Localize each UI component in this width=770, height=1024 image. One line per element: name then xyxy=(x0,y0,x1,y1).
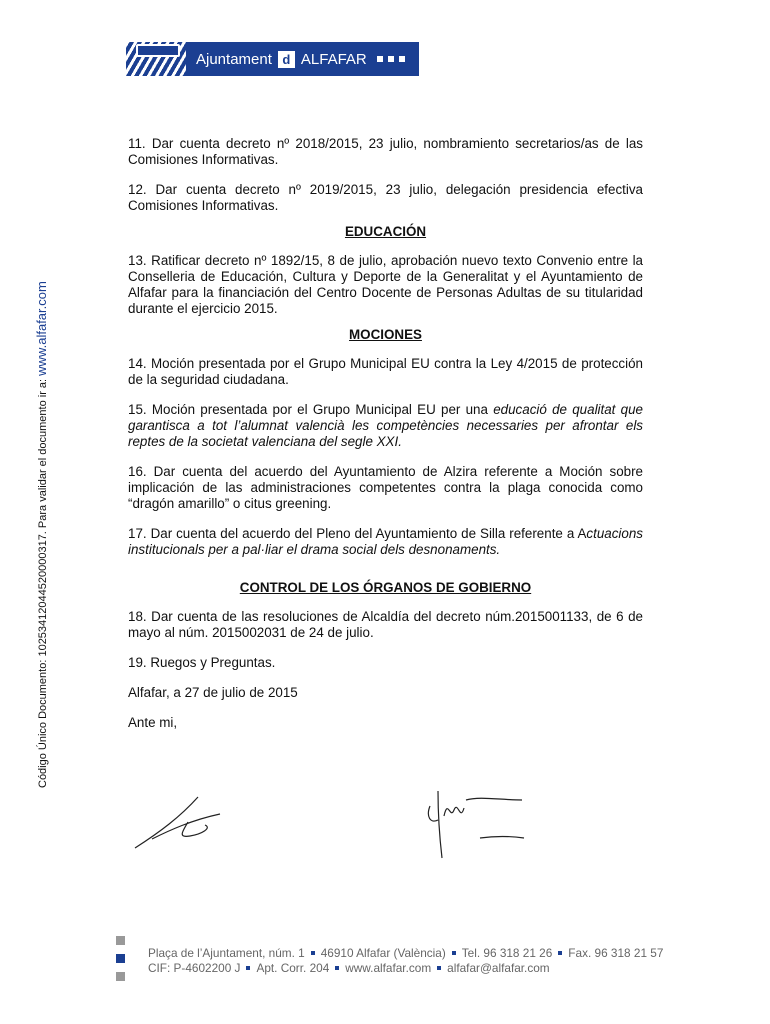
validation-side-label xyxy=(34,281,49,788)
section-heading-control: CONTROL DE LOS ÓRGANOS DE GOBIERNO xyxy=(239,580,532,595)
footer-square-icon xyxy=(116,972,125,981)
footer-squares xyxy=(116,936,125,990)
agenda-item-19: 19. Ruegos y Preguntas. xyxy=(128,655,276,670)
footer-square-icon xyxy=(116,954,125,963)
document-body xyxy=(128,136,643,745)
coat-of-arms-icon xyxy=(126,42,186,76)
agenda-item-13: 13. Ratificar decreto nº 1892/15, 8 de julio, aprobación nuevo texto Convenio entre la Conselleria de Educación, Cultura y Deporte de la Generalitat y el Ayuntamiento de Alfafar para la financiación del Centro Docente de Personas Adultas de su titularidad durante el ejercicio 2015. xyxy=(128,253,643,316)
logo-word-ajuntament: Ajuntament xyxy=(196,50,272,68)
logo-text xyxy=(196,51,410,68)
agenda-item-11: 11. Dar cuenta decreto nº 2018/2015, 23 julio, nombramiento secretarios/as de las Comisiones Informativas. xyxy=(128,136,643,167)
logo-word-alfafar: ALFAFAR xyxy=(300,50,367,68)
footer-email-link[interactable]: alfafar@alfafar.com xyxy=(447,961,550,975)
section-heading-mociones: MOCIONES xyxy=(349,327,422,342)
logo-badge: d xyxy=(278,51,295,68)
agenda-item-17-italic: ctuacions institucionals per a pal·liar el drama social dels desnonaments. xyxy=(128,526,643,557)
closing-date: Alfafar, a 27 de julio de 2015 xyxy=(128,685,298,700)
agenda-item-16: 16. Dar cuenta del acuerdo del Ayuntamiento de Alzira referente a Moción sobre implicación de las administraciones competentes contra la plaga conocida como “dragón amarillo” o citus greening. xyxy=(128,464,643,511)
agenda-item-15-intro: 15. Moción presentada por el Grupo Municipal EU per una xyxy=(128,402,494,417)
signature-right-icon xyxy=(420,786,530,861)
agenda-item-15-italic: educació de qualitat que garantisca a tot l’alumnat valencià les competències necessaries per afrontar els reptes de la societat valenciana del segle XXI. xyxy=(128,402,644,449)
footer-line-1 xyxy=(148,946,663,961)
footer-po-box: Apt. Corr. 204 xyxy=(256,961,330,975)
validation-url-link[interactable]: www.alfafar.com xyxy=(34,281,49,376)
footer-line-2 xyxy=(148,961,663,976)
footer-city: 46910 Alfafar (València) xyxy=(320,946,446,960)
footer-fax: Fax. 96 318 21 57 xyxy=(568,946,664,960)
agenda-item-14: 14. Moción presentada por el Grupo Municipal EU contra la Ley 4/2015 de protección de la seguridad ciudadana. xyxy=(128,356,643,387)
agenda-item-12: 12. Dar cuenta decreto nº 2019/2015, 23 julio, delegación presidencia efectiva Comisiones Informativas. xyxy=(128,182,643,213)
logo-dots-icon xyxy=(377,56,410,62)
agenda-item-18: 18. Dar cuenta de las resoluciones de Alcaldía del decreto núm.2015001133, de 6 de mayo al núm. 2015002031 de 24 de julio. xyxy=(128,609,643,640)
footer-phone: Tel. 96 318 21 26 xyxy=(461,946,553,960)
footer-square-icon xyxy=(116,936,125,945)
agenda-item-17-intro: 17. Dar cuenta del acuerdo del Pleno del Ayuntamiento de Silla referente a A xyxy=(128,526,587,541)
closing-ante-mi: Ante mi, xyxy=(128,715,178,730)
agenda-item-17 xyxy=(128,526,643,558)
validation-code-text: Código Único Documento: 10253412044520000317. Para validar el documento ir a: xyxy=(37,375,49,788)
footer-address-text: Plaça de l’Ajuntament, núm. 1 xyxy=(148,946,305,960)
footer-cif: CIF: P-4602200 J xyxy=(148,961,241,975)
footer-website-link[interactable]: www.alfafar.com xyxy=(345,961,432,975)
section-heading-educacion: EDUCACIÓN xyxy=(344,224,427,239)
agenda-item-15 xyxy=(128,402,643,450)
ajuntament-logo xyxy=(126,42,419,76)
footer-address xyxy=(148,946,663,976)
signature-left-icon xyxy=(130,792,230,852)
